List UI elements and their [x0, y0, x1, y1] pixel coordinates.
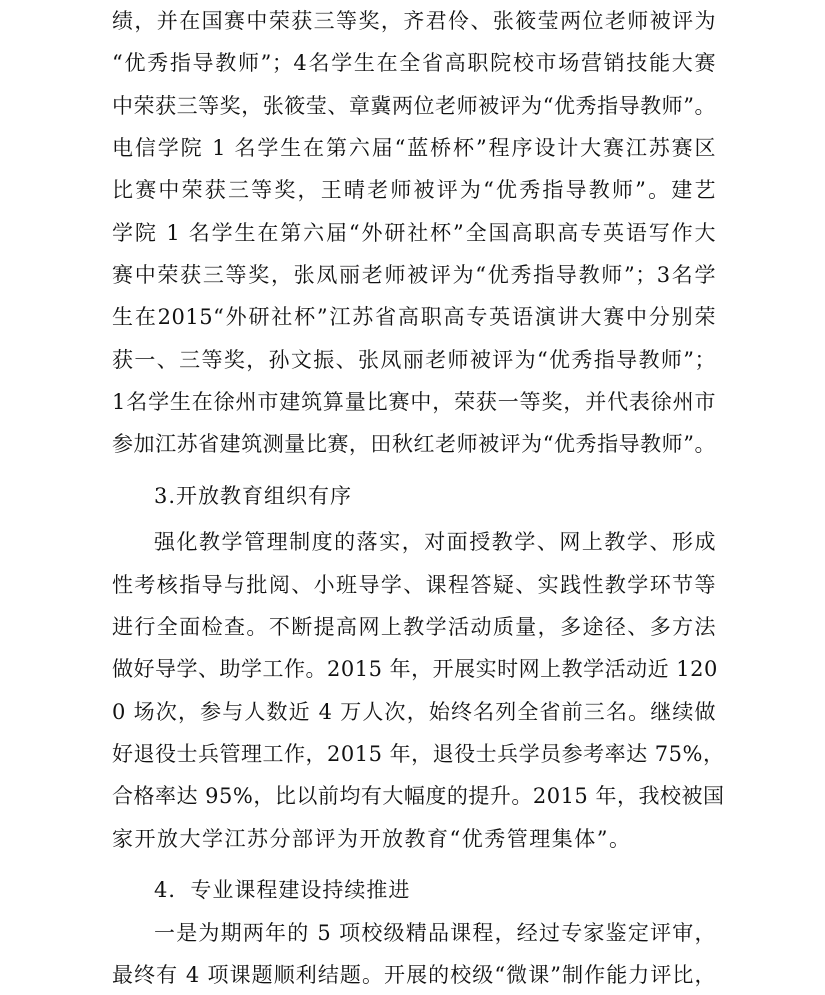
paragraph-line: 最终有 4 项课题顺利结题。开展的校级“微课”制作能力评比， [112, 963, 716, 987]
paragraph-line: 1名学生在徐州市建筑算量比赛中，荣获一等奖，并代表徐州市 [112, 390, 716, 414]
paragraph-line: 家开放大学江苏分部评为开放教育“优秀管理集体”。 [112, 827, 632, 851]
paragraph-line: 比赛中荣获三等奖，王晴老师被评为“优秀指导教师”。建艺 [112, 178, 716, 202]
paragraph-line: 绩，并在国赛中荣获三等奖，齐君伶、张筱莹两位老师被评为 [112, 9, 716, 33]
paragraph-line: 电信学院 1 名学生在第六届“蓝桥杯”程序设计大赛江苏赛区 [112, 136, 716, 160]
paragraph-line: 好退役士兵管理工作，2015 年，退役士兵学员参考率达 75%， [112, 742, 725, 766]
paragraph-line: 性考核指导与批阅、小班导学、课程答疑、实践性教学环节等 [112, 573, 716, 597]
paragraph-line: 进行全面检查。不断提高网上教学活动质量，多途径、多方法 [112, 615, 716, 639]
paragraph-line: 合格率达 95%，比以前均有大幅度的提升。2015 年，我校被国 [112, 784, 725, 808]
paragraph-line: 中荣获三等奖，张筱莹、章冀两位老师被评为“优秀指导教师”。 [112, 94, 716, 118]
paragraph-line: 强化教学管理制度的落实，对面授教学、网上教学、形成 [154, 530, 716, 554]
paragraph-line: 获一、三等奖，孙文振、张凤丽老师被评为“优秀指导教师”； [112, 348, 716, 372]
paragraph-line: 学院 1 名学生在第六届“外研社杯”全国高职高专英语写作大 [112, 221, 716, 245]
section-heading-4: 4．专业课程建设持续推进 [154, 878, 411, 902]
paragraph-line: 0 场次，参与人数近 4 万人次，始终名列全省前三名。继续做 [112, 700, 716, 724]
section-heading-3: 3.开放教育组织有序 [154, 484, 353, 508]
paragraph-line: “优秀指导教师”；4名学生在全省高职院校市场营销技能大赛 [112, 51, 716, 75]
paragraph-line: 赛中荣获三等奖，张凤丽老师被评为“优秀指导教师”；3名学 [112, 263, 716, 287]
paragraph-line: 做好导学、助学工作。2015 年，开展实时网上教学活动近 120 [112, 657, 718, 681]
paragraph-line: 生在2015“外研社杯”江苏省高职高专英语演讲大赛中分别荣 [112, 305, 716, 329]
paragraph-line: 参加江苏省建筑测量比赛，田秋红老师被评为“优秀指导教师”。 [112, 432, 716, 456]
paragraph-line: 一是为期两年的 5 项校级精品课程，经过专家鉴定评审， [154, 921, 716, 945]
